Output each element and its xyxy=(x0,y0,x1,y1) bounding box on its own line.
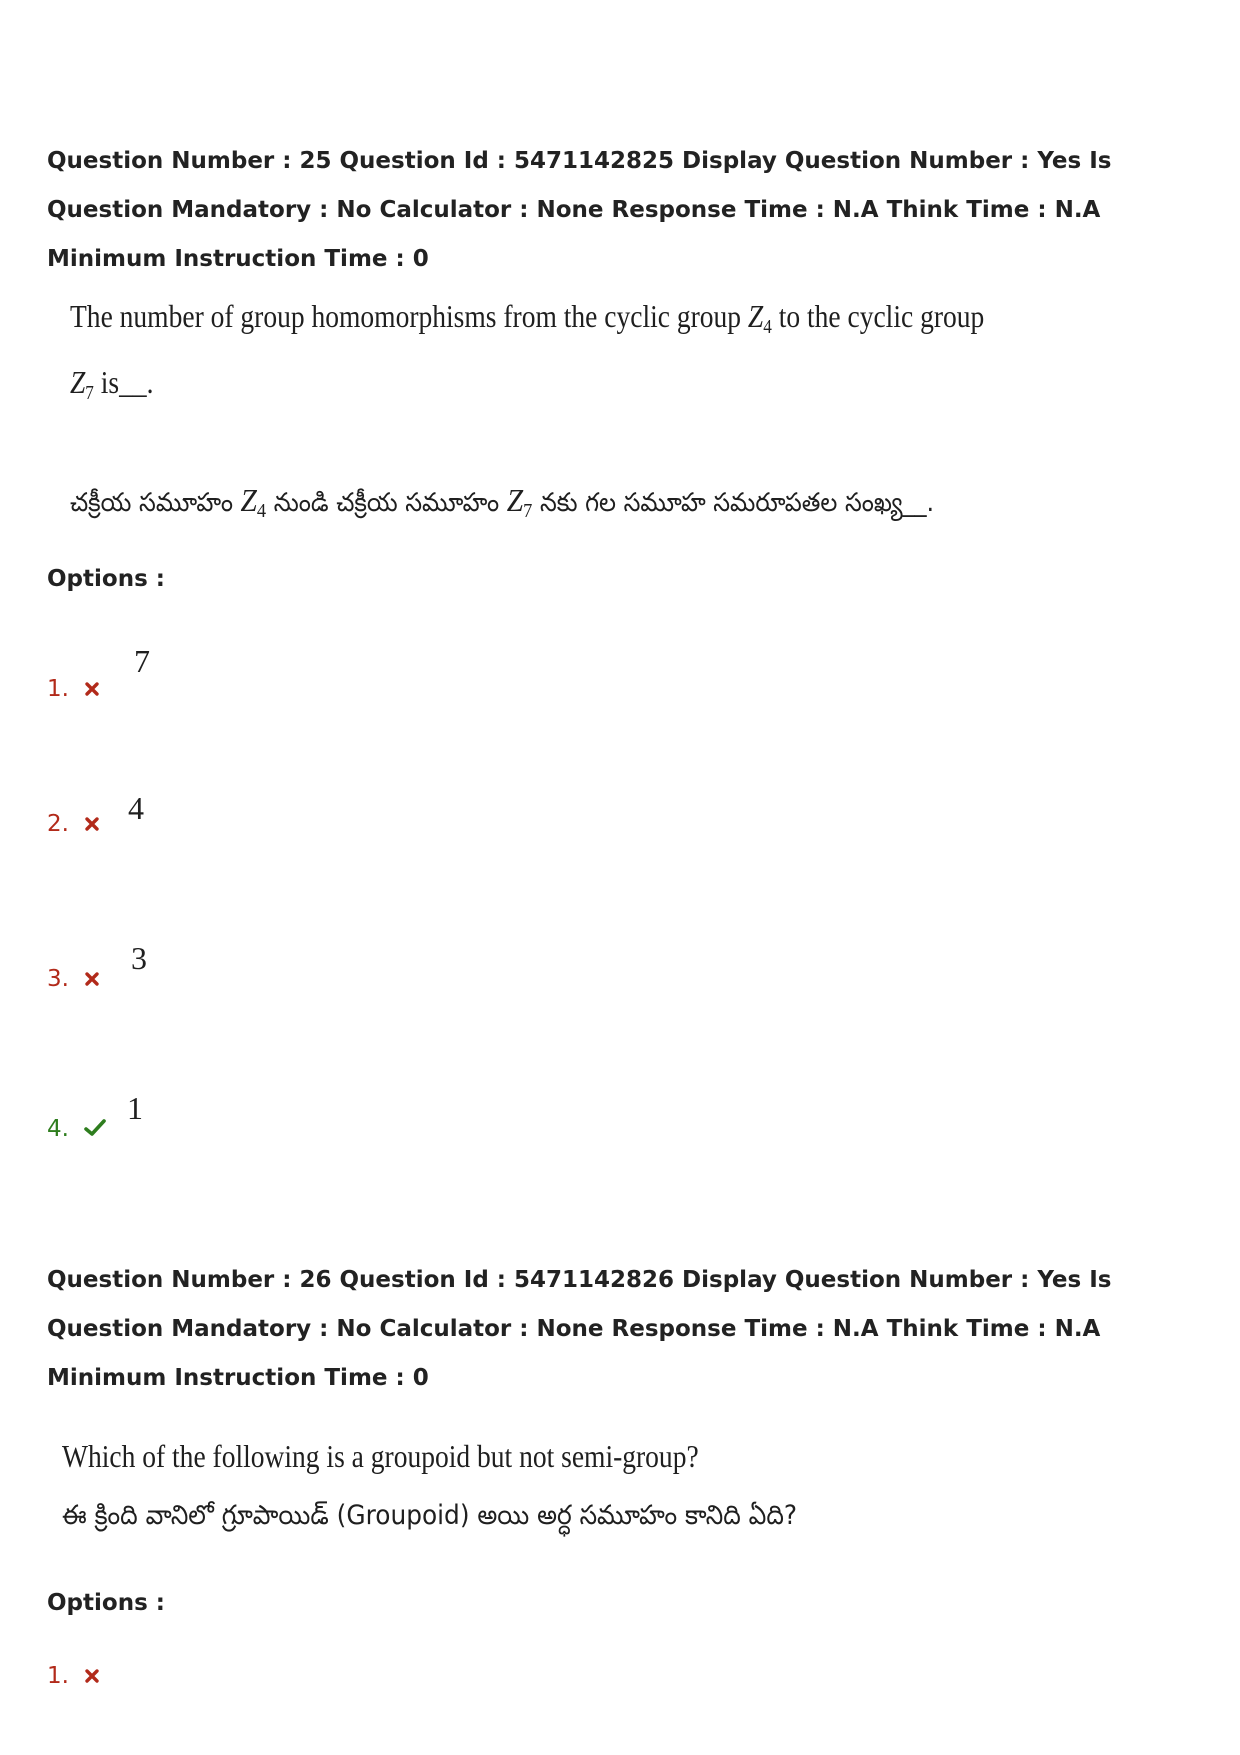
telugu-text-1: చక్రీయ సమూహం xyxy=(70,488,241,518)
cross-mark-icon xyxy=(84,967,100,993)
symbol-z: Z xyxy=(70,364,86,400)
symbol-z: Z xyxy=(240,482,257,518)
telugu-text-2: నుండి చక్రీయ సమూహం xyxy=(266,488,507,518)
question-25-meta: Question Number : 25 Question Id : 5471142825 Display Question Number : Yes Is Question Mandatory : No Calculator : None Response Time : N.A Think Time : N.A Minimum Instruction Time : 0 xyxy=(47,148,1112,272)
telugu-text-3: నకు గల సమూహ సమరూపతల సంఖ్య__. xyxy=(532,488,935,518)
option-2-number xyxy=(47,811,100,838)
english-text: The number of group homomorphisms from the cyclic group xyxy=(70,298,742,334)
option-number-text: 1. xyxy=(47,1663,69,1689)
subscript-7: 7 xyxy=(523,500,533,522)
question-26-meta: Question Number : 26 Question Id : 5471142826 Display Question Number : Yes Is Question Mandatory : No Calculator : None Response Time : N.A Think Time : N.A Minimum Instruction Time : 0 xyxy=(47,1267,1112,1391)
option-1-value: 7 xyxy=(134,643,150,679)
symbol-z: Z xyxy=(747,298,764,334)
question-25-english-line2 xyxy=(70,364,154,405)
option-3-value: 3 xyxy=(131,940,147,976)
cross-mark-icon xyxy=(84,1664,100,1690)
symbol-z: Z xyxy=(506,482,524,518)
options-label: Options : xyxy=(47,566,165,592)
check-mark-icon xyxy=(84,1117,106,1143)
option-number-text: 1. xyxy=(47,676,69,702)
option-4-number xyxy=(47,1116,106,1143)
question-26-telugu: ఈ క్రింది వానిలో గ్రూపాయిడ్ (Groupoid) అయి అర్ధ సమూహం కానిది ఏది? xyxy=(62,1500,798,1531)
cross-mark-icon xyxy=(84,677,100,703)
option-number-text: 3. xyxy=(47,966,69,992)
option-number-text: 2. xyxy=(47,811,69,837)
option-number-text: 4. xyxy=(47,1116,69,1142)
cross-mark-icon xyxy=(84,812,100,838)
option-1-number xyxy=(47,676,100,703)
question-25-english-line1 xyxy=(70,298,984,339)
option-3-number xyxy=(47,966,100,993)
option-2-value: 4 xyxy=(128,790,144,826)
english-text-end: to the cyclic group xyxy=(771,298,985,334)
subscript-7: 7 xyxy=(85,382,94,404)
english-text-end: is__. xyxy=(93,364,154,400)
subscript-4: 4 xyxy=(763,316,772,338)
subscript-4: 4 xyxy=(256,500,267,522)
question-25-telugu xyxy=(70,482,934,524)
options-label: Options : xyxy=(47,1590,165,1616)
question-26-english: Which of the following is a groupoid but not semi-group? xyxy=(62,1438,699,1474)
option-4-value: 1 xyxy=(127,1090,143,1126)
q26-option-1-number xyxy=(47,1663,100,1690)
